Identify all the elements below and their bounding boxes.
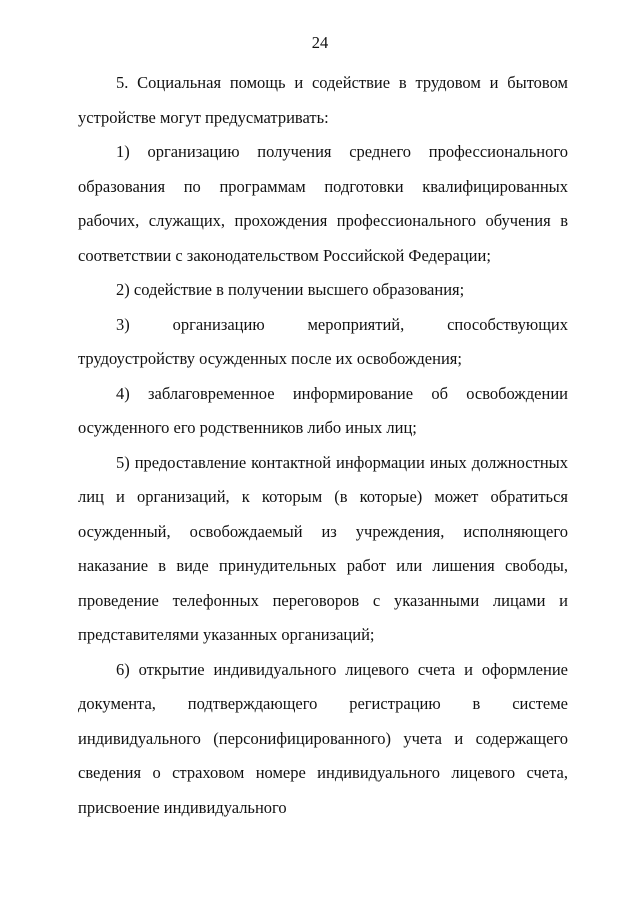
page-number: 24: [311, 33, 329, 52]
paragraph-item-2: 2) содействие в получении высшего образования;: [116, 280, 465, 299]
paragraph-5-intro: 5. Социальная помощь и содействие в трудовом и бытовом устройстве могут предусматривать:: [78, 73, 568, 127]
document-body: [78, 66, 568, 825]
paragraph-item-1: 1) организацию получения среднего профессионального образования по программам подготовки квалифицированных рабочих, служащих, прохождения профессионального обучения в соответствии с законодательством Российской Федерации;: [78, 142, 568, 265]
paragraph-item-6: 6) открытие индивидуального лицевого счета и оформление документа, подтверждающего регистрацию в системе индивидуального (персонифицированного) учета и содержащего сведения о страховом номере индивидуального лицевого счета, присвоение индивидуального: [78, 659, 568, 817]
paragraph-item-5: 5) предоставление контактной информации иных должностных лиц и организаций, к которым (в которые) может обратиться осужденный, освобождаемый из учреждения, исполняющего наказание в виде принудительных работ или лишения свободы, проведение телефонных переговоров с указанными лицами и представителями указанных организаций;: [78, 452, 568, 644]
paragraph-item-3: 3) организацию мероприятий, способствующих трудоустройству осужденных после их освобождения;: [78, 314, 568, 368]
paragraph-item-4: 4) заблаговременное информирование об освобождении осужденного его родственников либо иных лиц;: [78, 383, 568, 437]
